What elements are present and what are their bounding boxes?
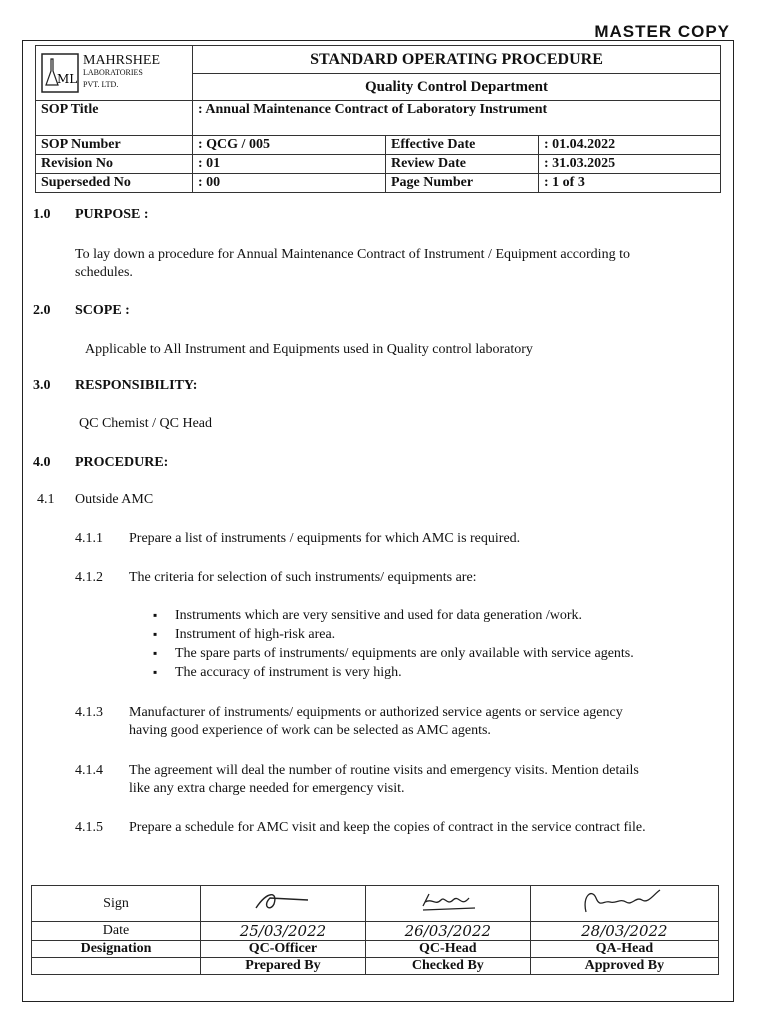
section-4-1-5-number: 4.1.5	[75, 820, 103, 835]
company-line3: PVT. LTD.	[83, 80, 119, 89]
section-4-1-1-number: 4.1.1	[75, 531, 103, 546]
section-4-1-5-text: Prepare a schedule for AMC visit and keep the copies of contract in the service contract file.	[129, 820, 646, 835]
qc-head-signature	[365, 886, 530, 922]
company-line2: LABORATORIES	[83, 68, 143, 77]
sign-label: Sign	[32, 886, 201, 922]
sop-header-table	[35, 45, 721, 193]
section-4-1-3-text-line1: Manufacturer of instruments/ equipments or authorized service agents or service agency	[129, 705, 623, 720]
date-label: Date	[32, 922, 201, 941]
qa-head-designation: QA-Head	[530, 941, 718, 958]
purpose-text-line1: To lay down a procedure for Annual Maintenance Contract of Instrument / Equipment according to	[75, 247, 630, 262]
section-1-number: 1.0	[33, 207, 51, 222]
criteria-bullet-item: ▪ The accuracy of instrument is very high.	[153, 665, 634, 684]
purpose-text-line2: schedules.	[75, 265, 133, 280]
scope-text: Applicable to All Instrument and Equipments used in Quality control laboratory	[85, 342, 533, 357]
responsibility-text: QC Chemist / QC Head	[79, 416, 212, 431]
section-1-title: PURPOSE :	[75, 207, 149, 222]
criteria-bullet-item: ▪ Instrument of high-risk area.	[153, 627, 634, 646]
checked-by-label: Checked By	[365, 958, 530, 975]
qc-officer-date: 25/03/2022	[201, 922, 366, 941]
qc-officer-designation: QC-Officer	[201, 941, 366, 958]
section-4-1-4-text-line2: like any extra charge needed for emergency visit.	[129, 781, 405, 796]
section-4-title: PROCEDURE:	[75, 455, 169, 470]
company-name: MAHRSHEE	[83, 53, 161, 68]
effective-date-label: Effective Date	[386, 136, 539, 155]
section-4-1-3-number: 4.1.3	[75, 705, 103, 720]
section-4-1-2-number: 4.1.2	[75, 570, 103, 585]
section-4-1-4-text-line1: The agreement will deal the number of routine visits and emergency visits. Mention details	[129, 763, 639, 778]
review-date-value: : 31.03.2025	[539, 155, 721, 174]
criteria-bullet-item: ▪ Instruments which are very sensitive and used for data generation /work.	[153, 608, 634, 627]
qc-head-date: 26/03/2022	[365, 922, 530, 941]
section-3-title: RESPONSIBILITY:	[75, 378, 198, 393]
section-4-1-number: 4.1	[37, 492, 55, 507]
revision-no-value: : 01	[193, 155, 386, 174]
company-logo-cell	[36, 46, 193, 101]
approved-by-label: Approved By	[530, 958, 718, 975]
page-number-label: Page Number	[386, 174, 539, 193]
section-4-1-1-text: Prepare a list of instruments / equipments for which AMC is required.	[129, 531, 521, 546]
criteria-bullet-item: ▪ The spare parts of instruments/ equipments are only available with service agents.	[153, 646, 634, 665]
prepared-by-label: Prepared By	[201, 958, 366, 975]
master-copy-stamp: MASTER COPY	[594, 22, 730, 41]
qc-officer-signature	[201, 886, 366, 922]
sop-title-label: SOP Title	[36, 101, 193, 136]
section-2-number: 2.0	[33, 303, 51, 318]
blank-cell	[32, 958, 201, 975]
flask-logo-icon	[41, 53, 79, 93]
signature-mark	[248, 888, 318, 914]
section-4-1-3-text-line2: having good experience of work can be selected as AMC agents.	[129, 723, 491, 738]
document-frame	[22, 40, 734, 1002]
superseded-no-label: Superseded No	[36, 174, 193, 193]
sop-number-label: SOP Number	[36, 136, 193, 155]
section-4-1-title: Outside AMC	[75, 492, 154, 507]
section-4-1-2-text: The criteria for selection of such instruments/ equipments are:	[129, 570, 477, 585]
section-3-number: 3.0	[33, 378, 51, 393]
qc-head-designation: QC-Head	[365, 941, 530, 958]
logo-letters: ML	[57, 72, 78, 86]
sop-number-value: : QCG / 005	[193, 136, 386, 155]
signoff-table	[31, 885, 719, 975]
effective-date-value: : 01.04.2022	[539, 136, 721, 155]
department-title: Quality Control Department	[193, 74, 721, 101]
section-4-1-4-number: 4.1.4	[75, 763, 103, 778]
designation-label: Designation	[32, 941, 201, 958]
revision-no-label: Revision No	[36, 155, 193, 174]
review-date-label: Review Date	[386, 155, 539, 174]
page-number-value: : 1 of 3	[539, 174, 721, 193]
qa-head-signature	[530, 886, 718, 922]
sop-title-value: : Annual Maintenance Contract of Laboratory Instrument	[193, 101, 721, 136]
section-2-title: SCOPE :	[75, 303, 130, 318]
sop-main-title: STANDARD OPERATING PROCEDURE	[193, 46, 721, 74]
signature-mark	[574, 886, 674, 916]
section-4-number: 4.0	[33, 455, 51, 470]
signature-mark	[413, 888, 483, 914]
criteria-bullet-list	[153, 608, 634, 684]
qa-head-date: 28/03/2022	[530, 922, 718, 941]
superseded-no-value: : 00	[193, 174, 386, 193]
